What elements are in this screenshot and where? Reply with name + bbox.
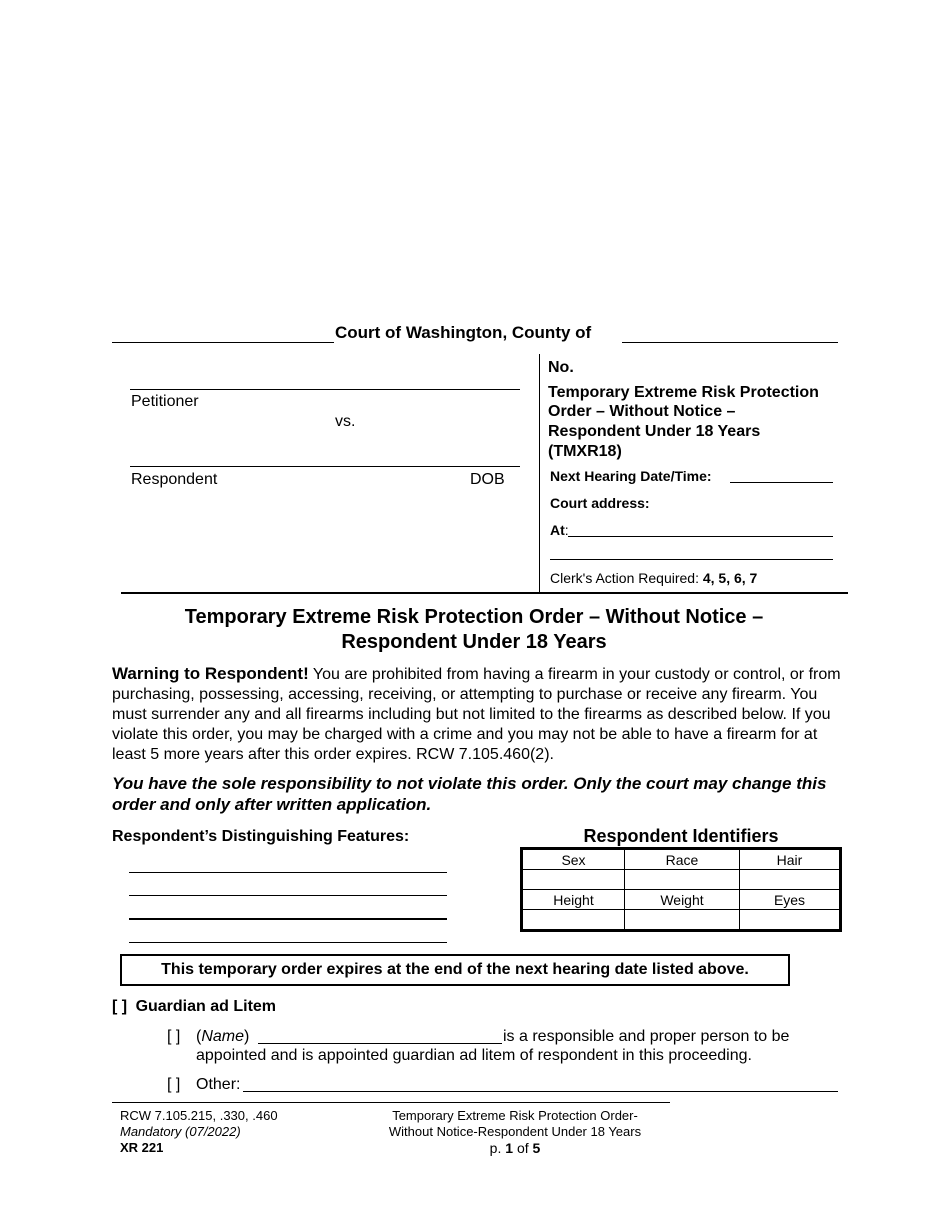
identifier-value-hair[interactable]	[740, 870, 841, 890]
name-text-line-2: appointed and is appointed guardian ad litem of respondent in this proceeding.	[196, 1047, 752, 1064]
warning-heading: Warning to Respondent!	[112, 664, 309, 683]
page-of: of	[516, 1140, 529, 1156]
dob-label: DOB	[470, 471, 505, 488]
next-hearing-label: Next Hearing Date/Time:	[550, 468, 712, 484]
petitioner-line[interactable]	[130, 389, 520, 390]
at-label: At:	[550, 522, 569, 538]
footer-center	[360, 1108, 670, 1156]
vs-label: vs.	[335, 413, 356, 430]
guardian-name-field[interactable]	[258, 1043, 502, 1044]
footer-title-line-1: Temporary Extreme Risk Protection Order-	[392, 1108, 638, 1123]
page-total: 5	[532, 1140, 541, 1156]
distinguishing-features-label: Respondent’s Distinguishing Features:	[112, 828, 410, 845]
footer-rcw: RCW 7.105.215, .330, .460	[120, 1108, 278, 1123]
identifier-header-sex: Sex	[522, 849, 625, 870]
footer-left	[120, 1108, 278, 1156]
identifier-value-sex[interactable]	[522, 870, 625, 890]
warning-paragraph	[112, 664, 842, 765]
identifier-header-race: Race	[625, 849, 740, 870]
next-hearing-field[interactable]	[730, 482, 833, 483]
guardian-checkbox[interactable]: [ ]	[112, 998, 128, 1015]
warning-text: You are prohibited from having a firearm in your custody or control, or from purchasing, possessing, accessing, receiving, or attempting to purchase or receive any firearm. You must surrender any and all firearms including but not limited to the firearms as described below. If you violate this order, you may be charged with a crime and you may not be able to have a firearm for at least 5 more years after this order expires. RCW 7.105.460(2).	[112, 666, 841, 763]
guardian-section	[112, 998, 276, 1016]
page-number: 1	[505, 1140, 514, 1156]
identifier-value-height[interactable]	[522, 910, 625, 931]
name-text-line-1: is a responsible and proper person to be	[503, 1028, 790, 1045]
respondent-line[interactable]	[130, 466, 520, 467]
identifier-header-weight: Weight	[625, 890, 740, 910]
features-line-2[interactable]	[129, 895, 447, 896]
guardian-heading: Guardian ad Litem	[135, 998, 277, 1015]
clerk-action-label: Clerk's Action Required:	[550, 570, 699, 586]
county-line-right[interactable]	[622, 342, 838, 343]
identifiers-title: Respondent Identifiers	[583, 826, 779, 846]
identifier-header-eyes: Eyes	[740, 890, 841, 910]
sole-responsibility-text: You have the sole responsibility to not violate this order. Only the court may change this order and only after written application.	[112, 774, 827, 814]
features-line-3[interactable]	[129, 918, 447, 920]
identifier-header-hair: Hair	[740, 849, 841, 870]
form-title-line-4: (TMXR18)	[548, 443, 622, 460]
footer-mandatory: Mandatory (07/2022)	[120, 1124, 241, 1139]
other-field[interactable]	[243, 1091, 838, 1092]
form-title-line-3: Respondent Under 18 Years	[548, 423, 761, 440]
footer-rule	[112, 1102, 670, 1103]
page-indicator	[360, 1140, 670, 1156]
respondent-label: Respondent	[131, 471, 218, 488]
caption-divider	[539, 354, 540, 594]
form-title-line-1: Temporary Extreme Risk Protection	[548, 384, 819, 401]
petitioner-label: Petitioner	[131, 393, 199, 410]
page-title-line-1: Temporary Extreme Risk Protection Order – Without Notice –	[184, 606, 764, 628]
identifier-value-weight[interactable]	[625, 910, 740, 931]
other-label: Other:	[196, 1076, 241, 1093]
name-label: (Name)	[196, 1028, 250, 1045]
page-title	[112, 605, 836, 655]
features-line-4[interactable]	[129, 942, 447, 943]
page-title-line-2: Respondent Under 18 Years	[341, 631, 607, 653]
identifier-header-height: Height	[522, 890, 625, 910]
form-title-line-2: Order – Without Notice –	[548, 403, 736, 420]
expiration-notice: This temporary order expires at the end of the next hearing date listed above.	[120, 954, 790, 986]
case-number-label: No.	[548, 359, 574, 376]
page-prefix: p.	[489, 1140, 502, 1156]
name-label-text: Name	[201, 1028, 245, 1045]
features-line-1[interactable]	[129, 872, 447, 873]
identifiers-table	[520, 847, 842, 932]
county-line-left[interactable]	[112, 342, 334, 343]
identifier-value-race[interactable]	[625, 870, 740, 890]
court-address-field-2[interactable]	[550, 559, 833, 560]
identifier-value-eyes[interactable]	[740, 910, 841, 931]
name-checkbox[interactable]: [ ]	[167, 1028, 181, 1045]
footer-title-line-2: Without Notice-Respondent Under 18 Years	[388, 1124, 642, 1139]
at-field[interactable]	[568, 536, 833, 537]
caption-bottom-rule	[121, 592, 848, 594]
other-checkbox[interactable]: [ ]	[167, 1076, 181, 1093]
court-address-label: Court address:	[550, 495, 650, 511]
clerk-action	[550, 570, 757, 586]
footer-form-code: XR 221	[120, 1140, 164, 1155]
court-title: Court of Washington, County of	[335, 323, 592, 342]
clerk-action-value: 4, 5, 6, 7	[702, 570, 758, 586]
